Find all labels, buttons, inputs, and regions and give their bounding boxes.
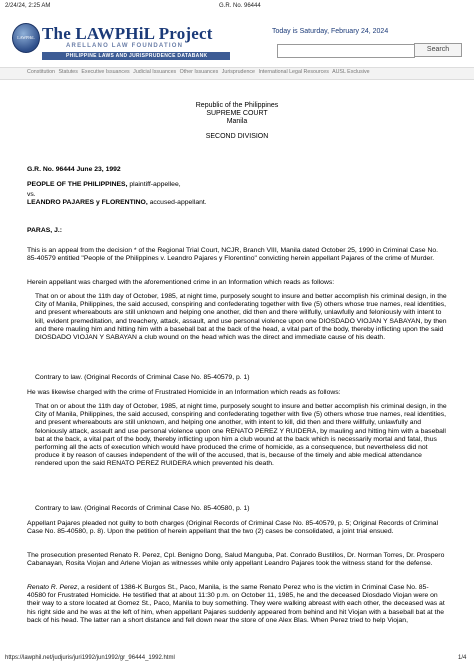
case-number: G.R. No. 96444 June 23, 1992 (27, 166, 121, 173)
ponente: PARAS, J.: (27, 227, 62, 234)
print-page-number: 1/4 (458, 655, 467, 661)
nav-ausl-exclusive[interactable]: AUSL Exclusive (332, 69, 370, 75)
information-quote-2: That on or about the 11th day of October, 1985, at night time, purposely sought to insure and better accomplish his criminal design, in the City of Manila, Philippines, the said accused, conspiring and confederating together with five (5) others whose true names, real identities, and present whereabouts are still unknown, and helping one another, with intent to kill, did then and there willfully, unlawfully and feloniously attack, assault and use personal violence upon one RENATO PEREZ Y RUIDERA, by mauling and hitting him with a baseball bat at the back, a vital part of the body, thereby inflicting upon him a club wound at the back which is necessarily mortal and fatal, thus performing all the acts of execution which would have produced the crime of homicide, as a consequence, but nevertheless did not produce it by reason of causes independent of the will of the accused, that is, because of the timely and able medical attendance rendered upon the said RENATO PEREZ RUIDERA which prevented his death. (35, 403, 447, 468)
paragraph-6 (27, 584, 447, 625)
appellee-role: plaintiff-appellee, (127, 181, 181, 188)
paragraph-5: The prosecution presented Renato R. Perez, Cpl. Benigno Dong, Salud Manguba, Pat. Conrado Bustillos, Dr. Norman Torres, Dr. Prospero Cabanayan, Rosita Viojan and Arlene Viojan as witnesses while only appellant Leandro Pajares took the witness stand for the defense. (27, 552, 445, 568)
appellee-name: PEOPLE OF THE PHILIPPINES, (27, 181, 128, 188)
witness-name: Renato R. Perez (27, 584, 78, 591)
court-name: SUPREME COURT (206, 110, 268, 117)
site-brand[interactable]: The LAWPHiL Project (42, 24, 213, 43)
main-nav (0, 67, 474, 80)
nav-jurisprudence[interactable]: Jurisprudence (221, 69, 255, 75)
paragraph-6-text: , a resident of 1386-K Burgos St., Paco, Manila, is the same Renato Perez who is the victim in Criminal Case No. 85-40580 for Frustrated Homicide. He testified that at about 11:30 p.m. on October 11, 1985, he and the deceased Diosdado Viojan were on their way to a store located at Gomez St., Paco, Manila to buy something. They were walking abreast with each other, the deceased was at his right side and he was at the left of him, when appellant Pajares suddenly appeared from behind and hit Viojan with a baseball bat at the back of his head. The latter ran a short distance and fell down near the store of one Alex Blas. When Perez tried to help Viojan, (27, 584, 445, 624)
nav-constitution[interactable]: Constitution (27, 69, 55, 75)
search-input[interactable] (277, 44, 415, 58)
paragraph-2: Herein appellant was charged with the aforementioned crime in an Information which reads as follows: (27, 279, 335, 286)
party-appellant (27, 199, 447, 207)
paragraph-4: Appellant Pajares pleaded not guilty to both charges (Original Records of Criminal Case No. 85-40579, p. 5; Original Records of Criminal Case No. 85-40580, p. 8). Upon the petition of herein appellant that the two (2) cases be consolidated, a joint trial ensued. (27, 520, 439, 536)
republic-line: Republic of the Philippines (195, 102, 279, 109)
nav-judicial-issuances[interactable]: Judicial Issuances (133, 69, 177, 75)
logo-text: LAWPHiL (17, 35, 35, 40)
print-datetime: 2/24/24, 2:25 AM (5, 3, 51, 9)
contrary-to-law-1: Contrary to law. (Original Records of Criminal Case No. 85-40579, p. 1) (35, 374, 250, 381)
print-url[interactable]: https://lawphil.net/judjuris/juri1992/jun1992/gr_96444_1992.html (5, 655, 175, 661)
foundation-name: ARELLANO LAW FOUNDATION (66, 43, 184, 49)
nav-other-issuances[interactable]: Other Issuances (179, 69, 219, 75)
today-date: Today is Saturday, February 24, 2024 (272, 28, 389, 35)
appellant-name: LEANDRO PAJARES y FLORENTINO, (27, 199, 148, 206)
nav-international-legal-resources[interactable]: International Legal Resources (258, 69, 329, 75)
information-quote-1: That on or about the 11th day of October, 1985, at night time, purposely sought to insure and better accomplish his criminal design, in the City of Manila, Philippines, the said accused, conspiring and confederating together with five (5) others whose true names, real identities, and present whereabouts are still unknown and helping one another, did then and there willfully, unlawfully and feloniously with intent to kill, evident premeditation, and treachery, attack, assault, and use personal violence upon one DIOSDADO VIOJAN Y SABAYAN, by then and there mauling him and hitting him with a baseball bat at the back of the head, a vital part of the body, thereby inflicting upon the said DIOSDADO VIOJAN Y SABAYAN a club wound on the head which was the direct and immediate cause of his death. (35, 293, 447, 342)
nav-statutes[interactable]: Statutes (58, 69, 78, 75)
databank-bar (42, 52, 230, 60)
lawphil-logo[interactable] (12, 23, 40, 53)
party-appellee (27, 181, 447, 189)
databank-label: PHILIPPINE LAWS AND JURISPRUDENCE DATABANK (66, 53, 208, 59)
appellant-role: accused-appellant. (147, 199, 207, 206)
paragraph-3: He was likewise charged with the crime of Frustrated Homicide in an Information which reads as follows: (27, 389, 341, 396)
division-name: SECOND DIVISION (205, 133, 269, 140)
nav-executive-issuances[interactable]: Executive Issuances (81, 69, 130, 75)
contrary-to-law-2: Contrary to law. (Original Records of Criminal Case No. 85-40580, p. 1) (35, 505, 250, 512)
paragraph-1: This is an appeal from the decision * of the Regional Trial Court, NCJR, Branch VIII, Manila dated October 25, 1990 in Criminal Case No. 85-40579 entitled "People of the Philippines v. Leandro Pajares y Florentino" convicting herein appellant Pajares of the crime of Murder. (27, 247, 439, 263)
court-city: Manila (226, 118, 248, 125)
search-button[interactable]: Search (414, 43, 462, 57)
print-doc-title: G.R. No. 96444 (219, 3, 261, 9)
versus: vs. (27, 191, 36, 198)
